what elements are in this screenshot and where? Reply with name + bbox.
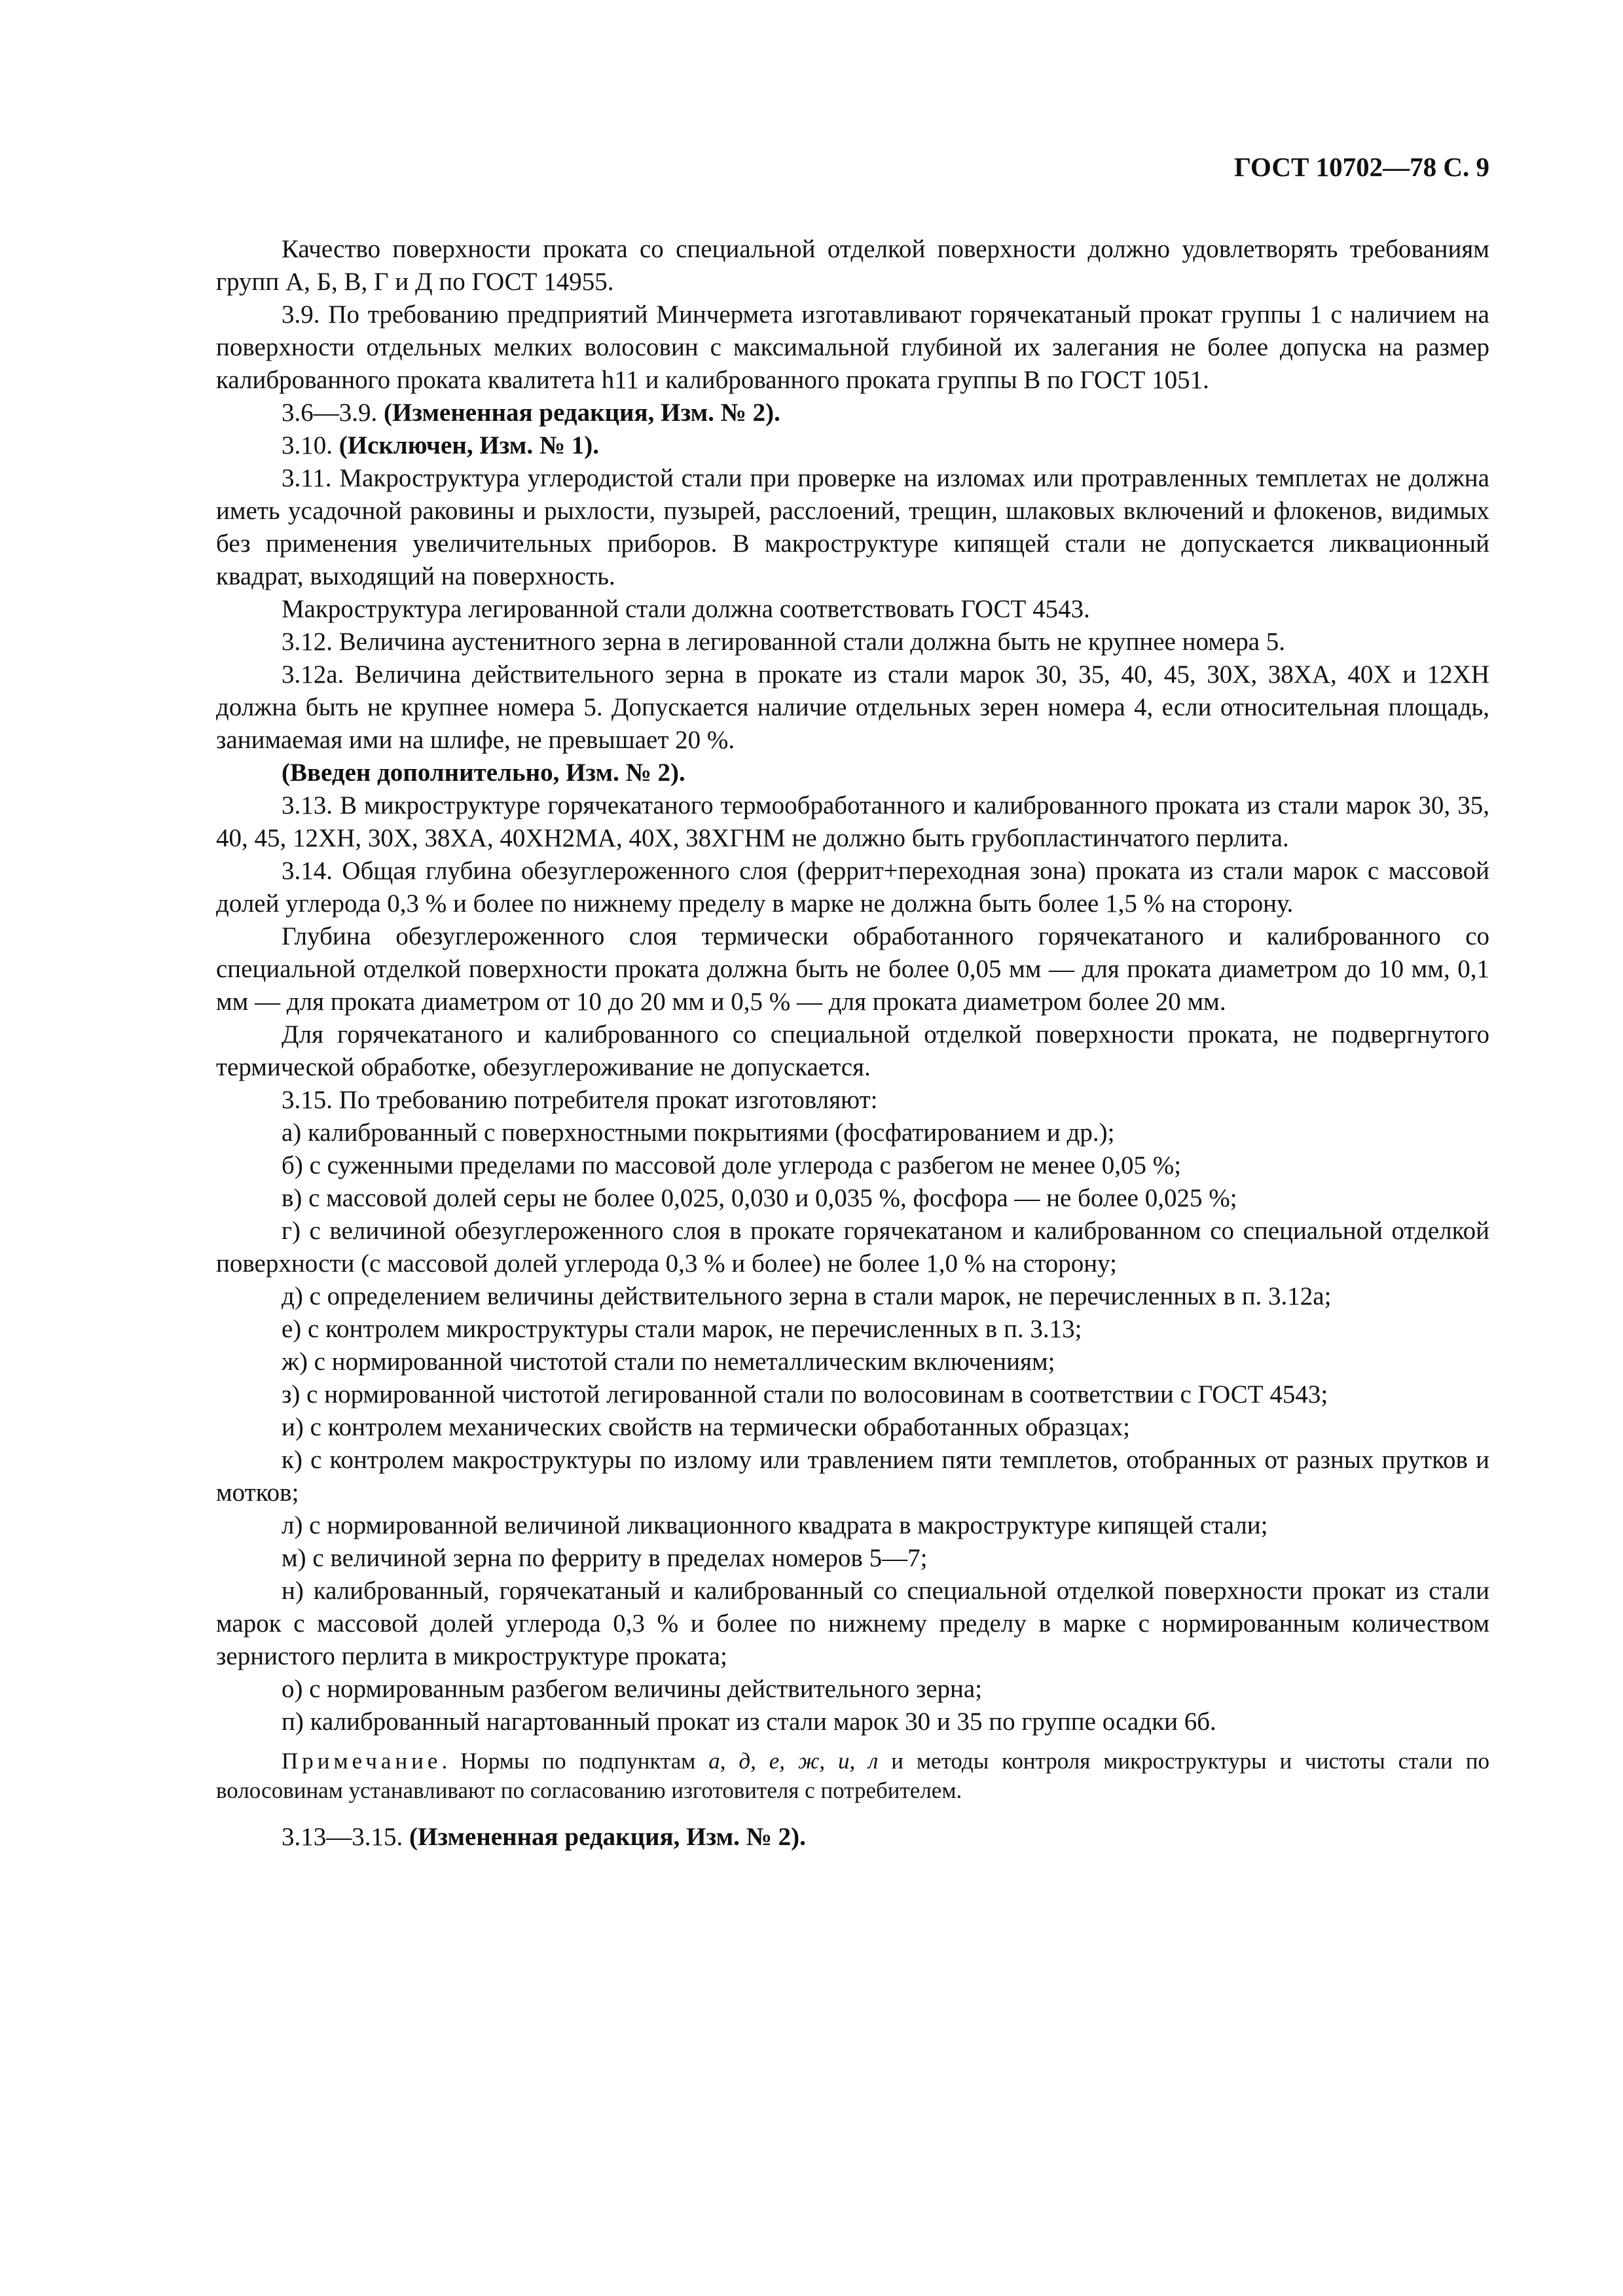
list-item: п) калиброванный нагартованный прокат из стали марок 30 и 35 по группе осадки 6б. — [282, 1708, 1216, 1736]
paragraph: Качество поверхности проката со специальной отделкой поверхности должно удовлетворять требованиям групп А, Б, В, Г и Д по ГОСТ 14955. — [216, 235, 1489, 296]
list-item: а) калиброванный с поверхностными покрытиями (фосфатированием и др.); — [282, 1119, 1115, 1147]
note-text: и методы контроля микроструктуры и чистоты стали по волосовинам устанавливают по согласованию изготовителя с потребителем. — [216, 1748, 1489, 1803]
paragraph: Для горячекатаного и калиброванного со специальной отделкой поверхности проката, не подвергнутого термической обработке, обезуглероживание не допускается. — [216, 1020, 1489, 1081]
amendment-note: (Введен дополнительно, Изм. № 2). — [282, 759, 685, 787]
list-item: л) с нормированной величиной ликвационного квадрата в макроструктуре кипящей стали; — [282, 1511, 1268, 1539]
page-header: ГОСТ 10702—78 С. 9 — [1233, 152, 1489, 182]
note-text: . Нормы по подпунктам — [441, 1748, 709, 1774]
list-item: з) с нормированной чистотой легированной стали по волосовинам в соответствии с ГОСТ 4543; — [282, 1380, 1328, 1408]
paragraph: Глубина обезуглероженного слоя термически обработанного горячекатаного и калиброванного со специальной отделкой поверхности проката должна быть не более 0,05 мм — для проката диаметром до 10 мм, 0,1 мм — для проката диаметром от 10 до 20 мм и 0,5 % — для проката диаметром более 20 мм. — [216, 922, 1489, 1016]
list-item: о) с нормированным разбегом величины действительного зерна; — [282, 1675, 983, 1703]
paragraph: Макроструктура легированной стали должна соответствовать ГОСТ 4543. — [282, 595, 1090, 623]
paragraph: 3.9. По требованию предприятий Минчермета изготавливают горячекатаный прокат группы 1 с наличием на поверхности отдельных мелких волосовин с максимальной глубиной их залегания не более допуска на размер калиброванного проката квалитета h11 и калиброванного проката группы В по ГОСТ 1051. — [216, 300, 1489, 394]
list-item: и) с контролем механических свойств на термически обработанных образцах; — [282, 1413, 1130, 1441]
paragraph: 3.11. Макроструктура углеродистой стали при проверке на изломах или протравленных темплетах не должна иметь усадочной раковины и рыхлости, пузырей, расслоений, трещин, шлаковых включений и флокенов, видимых без применения увеличительных приборов. В макроструктуре кипящей стали не допускается ликвационный квадрат, выходящий на поверхность. — [216, 464, 1489, 590]
clause-number: 3.10. — [282, 431, 339, 459]
note — [216, 1746, 1489, 1805]
paragraph: 3.15. По требованию потребителя прокат изготовляют: — [282, 1086, 878, 1114]
list-item: д) с определением величины действительного зерна в стали марок, не перечисленных в п. 3.12а; — [282, 1282, 1332, 1310]
amendment-note: (Исключен, Изм. № 1). — [338, 431, 600, 459]
list-item: ж) с нормированной чистотой стали по неметаллическим включениям; — [282, 1348, 1055, 1376]
paragraph: 3.12а. Величина действительного зерна в прокате из стали марок 30, 35, 40, 45, 30Х, 38ХА, 40Х и 12ХН должна быть не крупнее номера 5. Допускается наличие отдельных зерен номера 4, если относительная площадь, занимаемая ими на шлифе, не превышает 20 %. — [216, 660, 1489, 754]
paragraph: 3.12. Величина аустенитного зерна в легированной стали должна быть не крупнее номера 5. — [282, 628, 1286, 656]
list-item: н) калиброванный, горячекатаный и калиброванный со специальной отделкой поверхности прокат из стали марок с массовой долей углерода 0,3 % и более по нижнему пределу в марке с нормированным количеством зернистого перлита в микроструктуре проката; — [216, 1577, 1489, 1670]
list-item: б) с суженными пределами по массовой доле углерода с разбегом не менее 0,05 %; — [282, 1151, 1182, 1179]
note-items: а, д, е, ж, и, л — [708, 1748, 879, 1774]
paragraph: 3.14. Общая глубина обезуглероженного слоя (феррит+переходная зона) проката из стали марок с массовой долей углерода 0,3 % и более по нижнему пределу в марке не должна быть более 1,5 % на сторону. — [216, 857, 1489, 918]
clause-number: 3.13—3.15. — [282, 1823, 409, 1851]
paragraph — [216, 397, 1489, 429]
list-item: к) с контролем макроструктуры по излому или травлением пяти темплетов, отобранных от разных прутков и мотков; — [216, 1446, 1489, 1507]
list-item: в) с массовой долей серы не более 0,025, 0,030 и 0,035 %, фосфора — не более 0,025 %; — [282, 1184, 1237, 1212]
amendment-note: (Измененная редакция, Изм. № 2). — [409, 1823, 806, 1851]
list-item: г) с величиной обезуглероженного слоя в прокате горячекатаном и калиброванном со специальной отделкой поверхности (с массовой долей углерода 0,3 % и более) не более 1,0 % на сторону; — [216, 1217, 1489, 1278]
list-item: м) с величиной зерна по ферриту в пределах номеров 5—7; — [282, 1544, 928, 1572]
list-item: е) с контролем микроструктуры стали марок, не перечисленных в п. 3.13; — [282, 1315, 1082, 1343]
document-page — [216, 151, 1489, 1854]
amendment-note: (Измененная редакция, Изм. № 2). — [384, 399, 780, 427]
paragraph — [216, 429, 1489, 462]
paragraph: 3.13. В микроструктуре горячекатаного термообработанного и калиброванного проката из стали марок 30, 35, 40, 45, 12ХН, 30Х, 38ХА, 40ХН2МА, 40Х, 38ХГНМ не должно быть грубопластинчатого перлита. — [216, 791, 1489, 852]
paragraph — [216, 1821, 1489, 1854]
clause-number: 3.6—3.9. — [282, 399, 384, 427]
note-label: Примечание — [282, 1748, 442, 1774]
